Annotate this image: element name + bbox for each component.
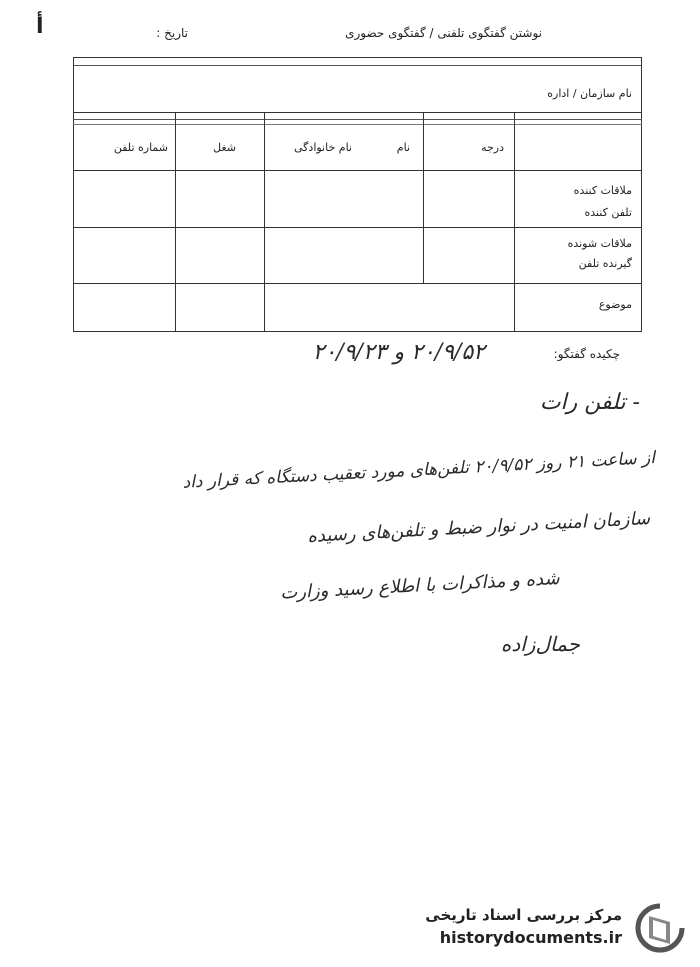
handwritten-line-2: سازمان امنیت در نوار ضبط و تلفن‌های رسیده [306, 508, 651, 547]
row-visited: ملاقات شونده [567, 237, 632, 250]
row-visitor: ملاقات کننده [573, 184, 632, 197]
handwritten-line-3: شده و مذاکرات با اطلاع رسید وزارت [280, 568, 561, 604]
form-title: نوشتن گفتگوی تلفنی / گفتگوی حضوری [345, 26, 542, 40]
col-surname: نام خانوادگی [294, 141, 352, 154]
col-name: نام [396, 141, 410, 154]
handwritten-line-1: از ساعت ۲۱ روز ۲۰/۹/۵۲ تلفن‌های مورد تعقیب دستگاه که قرار داد [182, 448, 656, 493]
summary-handwritten-value: ۲۰/۹/۵۲ و ۲۰/۹/۲۳ [312, 340, 485, 365]
summary-label: چکیده گفتگو: [553, 347, 620, 361]
watermark [410, 900, 690, 956]
col-rank: درجه [481, 141, 504, 154]
row-subject: موضوع [598, 298, 632, 311]
watermark-name: مرکز بررسی اسناد تاریخی [425, 906, 622, 924]
handwritten-signature: جمال‌زاده [500, 632, 580, 656]
date-label: تاریخ : [156, 26, 188, 40]
col-phone: شماره تلفن [113, 141, 168, 154]
archive-logo-icon [634, 902, 686, 954]
conversation-form [73, 57, 642, 332]
col-job: شغل [213, 141, 236, 154]
row-receiver: گیرنده تلفن [578, 257, 632, 270]
watermark-url: historydocuments.ir [439, 928, 622, 947]
row-caller: تلفن کننده [584, 206, 632, 219]
handwritten-heading: - تلفن رات [539, 390, 640, 415]
org-label: نام سازمان / اداره [547, 87, 632, 100]
corner-mark: أ [36, 14, 44, 39]
